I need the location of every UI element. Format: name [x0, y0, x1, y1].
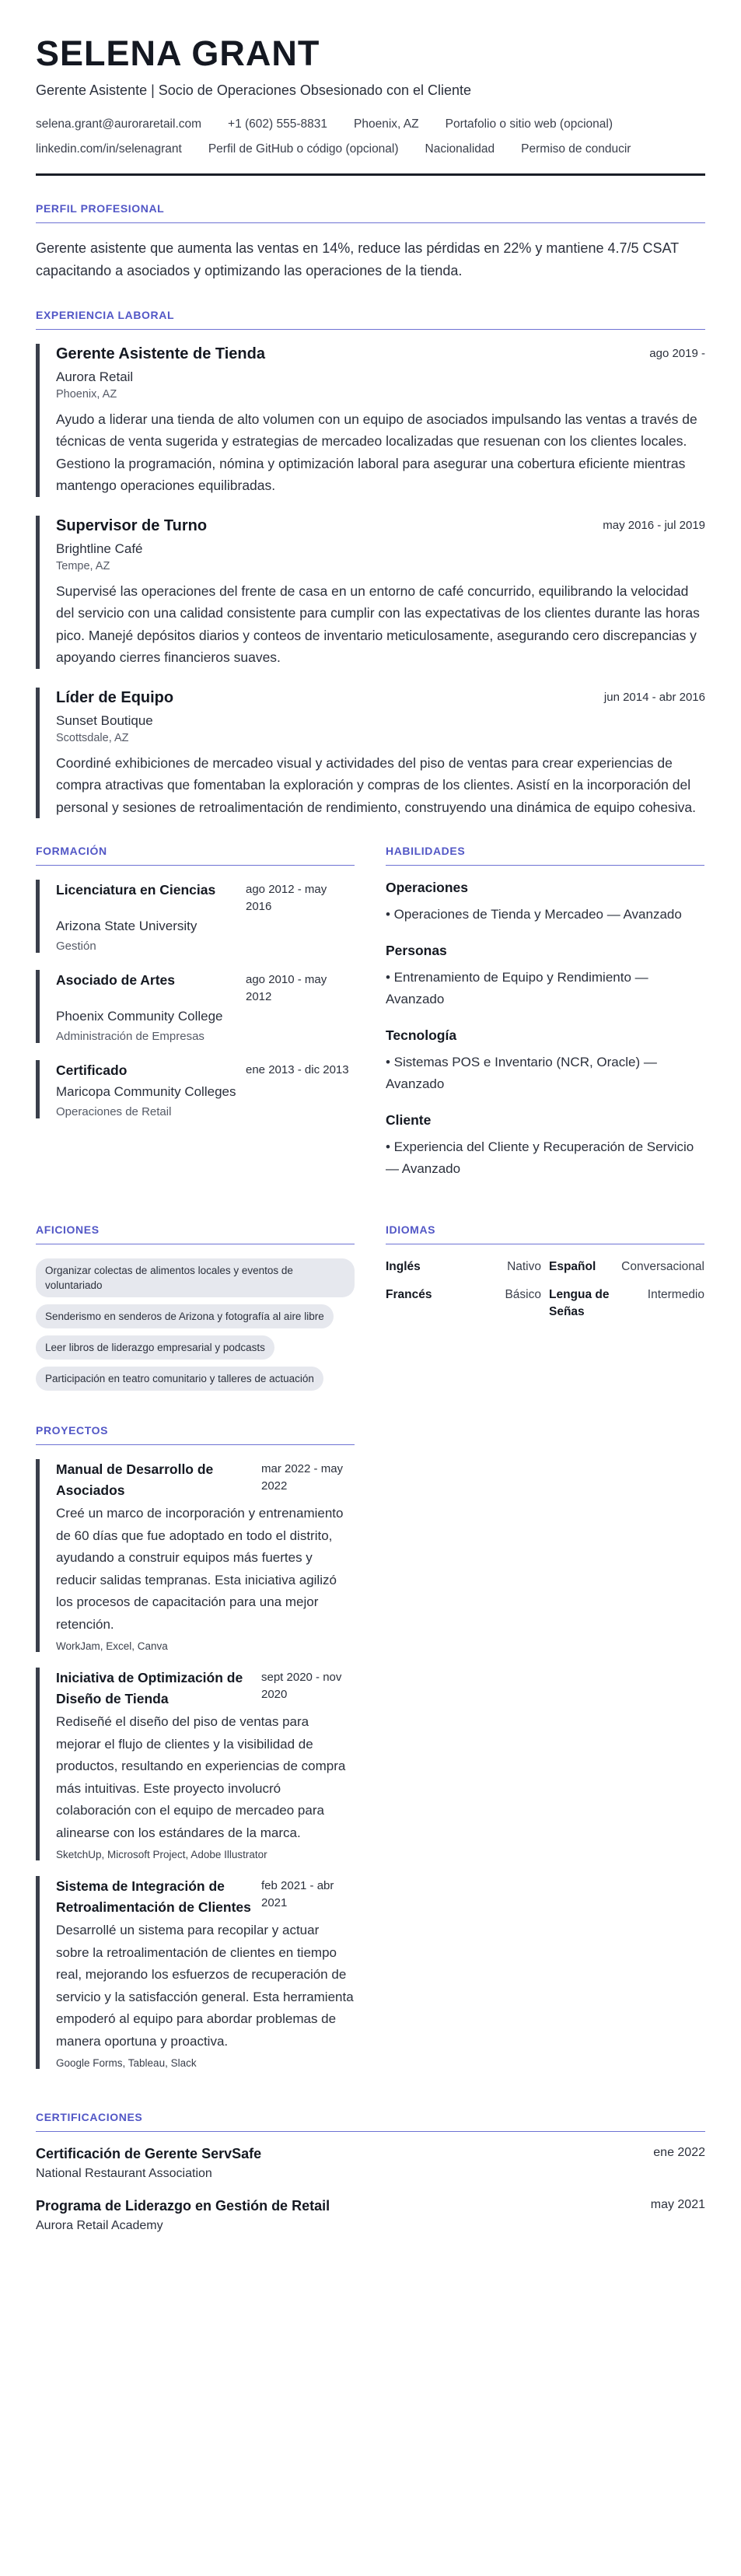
skills-section — [386, 845, 704, 1197]
school-name: Phoenix Community College — [56, 1009, 223, 1024]
skill-category: Cliente — [386, 1112, 432, 1128]
skill-group — [386, 943, 704, 1010]
certification-issuer: National Restaurant Association — [36, 2167, 212, 2180]
skill-category: Personas — [386, 943, 447, 958]
experience-item — [36, 516, 705, 669]
contact-email[interactable]: selena.grant@auroraretail.com — [36, 117, 202, 131]
language-item — [386, 1258, 541, 1276]
degree-name: Licenciatura en Ciencias — [56, 882, 216, 898]
field-of-study: Operaciones de Retail — [56, 1105, 172, 1118]
certification-name: Programa de Liderazgo en Gestión de Retail — [36, 2198, 330, 2214]
project-tools: SketchUp, Microsoft Project, Adobe Illustrator — [56, 1849, 267, 1860]
experience-item — [36, 688, 705, 819]
skill-entry: • Experiencia del Cliente y Recuperación de Servicio — Avanzado — [386, 1139, 694, 1176]
job-location: Phoenix, AZ — [56, 387, 117, 401]
company-name: Aurora Retail — [56, 369, 134, 384]
language-name: Francés — [386, 1288, 432, 1301]
section-title: AFICIONES — [36, 1223, 355, 1244]
school-name: Arizona State University — [56, 919, 197, 933]
education-date: ene 2013 - dic 2013 — [246, 1063, 349, 1076]
job-title: Supervisor de Turno — [56, 516, 208, 534]
project-title: Sistema de Integración de Retroalimentación de Clientes — [56, 1878, 251, 1915]
language-name: Inglés — [386, 1260, 421, 1273]
language-name: Español — [549, 1260, 596, 1273]
skill-entry: • Operaciones de Tienda y Mercadeo — Avanzado — [386, 907, 682, 922]
projects-row — [36, 1424, 705, 2084]
education-item — [36, 880, 355, 953]
section-title: PROYECTOS — [36, 1424, 355, 1445]
certification-name: Certificación de Gerente ServSafe — [36, 2146, 262, 2161]
certification-issuer: Aurora Retail Academy — [36, 2219, 163, 2232]
degree-name: Certificado — [56, 1062, 128, 1078]
projects-section — [36, 1424, 355, 2084]
headline: Gerente Asistente | Socio de Operaciones Obsesionado con el Cliente — [36, 82, 472, 98]
certification-date: may 2021 — [650, 2198, 705, 2211]
job-description: Coordiné exhibiciones de mercadeo visual y actividades del piso de ventas para crear experiencias de compra atractivas que fomentaban la exploración y compras de los clientes. Asistí en la incorporación del personal y sesiones de retroalimentación de rendimiento, construyendo una dinámica de equipo cohesiva. — [56, 754, 697, 815]
project-item — [36, 1668, 355, 1860]
project-item — [36, 1876, 355, 2069]
field-of-study: Gestión — [56, 940, 96, 953]
contact-phone[interactable]: +1 (602) 555-8831 — [228, 117, 328, 131]
job-location: Tempe, AZ — [56, 559, 110, 572]
resume-header — [36, 34, 705, 176]
candidate-name: SELENA GRANT — [36, 33, 320, 73]
experience-section — [36, 309, 705, 819]
job-title: Líder de Equipo — [56, 688, 174, 706]
job-title: Gerente Asistente de Tienda — [56, 345, 265, 362]
degree-name: Asociado de Artes — [56, 972, 176, 988]
language-level: Intermedio — [647, 1288, 704, 1301]
project-date: feb 2021 - abr 2021 — [261, 1879, 334, 1909]
certification-date: ene 2022 — [653, 2146, 705, 2159]
project-date: mar 2022 - may 2022 — [261, 1462, 344, 1493]
skill-group — [386, 1027, 704, 1095]
contact-list — [36, 117, 705, 176]
language-level: Básico — [505, 1288, 541, 1301]
company-name: Sunset Boutique — [56, 712, 153, 728]
hobby-tag: Leer libros de liderazgo empresarial y podcasts — [36, 1335, 274, 1360]
skill-category: Operaciones — [386, 880, 469, 895]
project-item — [36, 1459, 355, 1652]
language-item — [386, 1286, 541, 1321]
hobby-tag: Organizar colectas de alimentos locales y eventos de voluntariado — [36, 1258, 355, 1297]
project-date: sept 2020 - nov 2020 — [261, 1671, 342, 1701]
languages-section — [386, 1223, 704, 1398]
hobbies-section — [36, 1223, 355, 1398]
education-section — [36, 845, 355, 1197]
language-level: Conversacional — [621, 1260, 704, 1273]
skill-entry: • Entrenamiento de Equipo y Rendimiento — Avanzado — [386, 970, 648, 1006]
job-date: jun 2014 - abr 2016 — [603, 690, 705, 704]
hobby-tag: Participación en teatro comunitario y talleres de actuación — [36, 1367, 323, 1391]
project-title: Iniciativa de Optimización de Diseño de Tienda — [56, 1670, 243, 1706]
section-title: CERTIFICACIONES — [36, 2111, 705, 2132]
skill-category: Tecnología — [386, 1027, 457, 1043]
section-title: HABILIDADES — [386, 845, 704, 866]
company-name: Brightline Café — [56, 541, 143, 556]
job-description: Supervisé las operaciones del frente de casa en un entorno de café concurrido, equilibrando la velocidad del servicio con una calidad consistente para cumplir con las expectativas de los clientes durante las horas pico. Manejé depósitos diarios y conteos de inventario meticulosamente, asegurando cero discrepancias y apoyando cierres financieros suaves. — [56, 583, 700, 665]
summary-text: Gerente asistente que aumenta las ventas en 14%, reduce las pérdidas en 22% y mantiene 4.7/5 CSAT capacitando a asociados y optimizando las operaciones de la tienda. — [36, 240, 679, 278]
contact-github[interactable]: Perfil de GitHub o código (opcional) — [208, 142, 399, 156]
section-title: FORMACIÓN — [36, 845, 355, 866]
summary-section — [36, 202, 705, 282]
hobbies-languages-row — [36, 1223, 705, 1398]
section-title: IDIOMAS — [386, 1223, 704, 1244]
skill-entry: • Sistemas POS e Inventario (NCR, Oracle) — Avanzado — [386, 1055, 657, 1091]
project-tools: WorkJam, Excel, Canva — [56, 1640, 168, 1652]
contact-location: Phoenix, AZ — [354, 117, 419, 131]
field-of-study: Administración de Empresas — [56, 1030, 204, 1043]
project-description: Creé un marco de incorporación y entrenamiento de 60 días que fue adoptado en todo el distrito, ayudando a construir equipos más fuertes y reducir salidas tempranas. Esta iniciativa agilizó los procesos de capacitación para una mejor retención. — [56, 1506, 344, 1632]
certification-item — [36, 2146, 705, 2181]
experience-item — [36, 344, 705, 497]
contact-nationality: Nacionalidad — [425, 142, 495, 156]
contact-driving-license: Permiso de conducir — [521, 142, 631, 156]
job-date: ago 2019 - — [649, 346, 705, 360]
language-item — [549, 1286, 704, 1321]
project-tools: Google Forms, Tableau, Slack — [56, 2057, 197, 2069]
job-date: may 2016 - jul 2019 — [603, 518, 705, 532]
skill-group — [386, 1112, 704, 1180]
language-name: Lengua de Señas — [549, 1288, 610, 1318]
project-description: Rediseñé el diseño del piso de ventas para mejorar el flujo de clientes y la visibilidad de productos, resultando en experiencias de compra más intuitivas. Este proyecto involucró colaboración con el equipo de mercadeo para alinearse con los estándares de la marca. — [56, 1714, 346, 1840]
education-date: ago 2010 - may 2012 — [246, 973, 327, 1003]
section-title: PERFIL PROFESIONAL — [36, 202, 705, 223]
job-location: Scottsdale, AZ — [56, 731, 129, 744]
skill-group — [386, 880, 704, 926]
contact-portfolio[interactable]: Portafolio o sitio web (opcional) — [445, 117, 613, 131]
certification-item — [36, 2198, 705, 2233]
certifications-section — [36, 2111, 705, 2233]
contact-linkedin[interactable]: linkedin.com/in/selenagrant — [36, 142, 182, 156]
hobby-tag: Senderismo en senderos de Arizona y fotografía al aire libre — [36, 1304, 334, 1328]
section-title: EXPERIENCIA LABORAL — [36, 309, 705, 330]
language-level: Nativo — [507, 1260, 541, 1273]
education-skills-row — [36, 845, 705, 1197]
school-name: Maricopa Community Colleges — [56, 1084, 236, 1099]
education-item — [36, 1060, 355, 1118]
education-date: ago 2012 - may 2016 — [246, 883, 327, 913]
education-item — [36, 970, 355, 1043]
language-item — [549, 1258, 704, 1276]
project-title: Manual de Desarrollo de Asociados — [56, 1461, 214, 1498]
project-description: Desarrollé un sistema para recopilar y actuar sobre la retroalimentación de clientes en tiempo real, mejorando los esfuerzos de recuperación de servicio y la satisfacción general. Esta herramienta empoderó al equipo para abordar problemas de manera oportuna y proactiva. — [56, 1923, 354, 2049]
job-description: Ayudo a liderar una tienda de alto volumen con un equipo de asociados impulsando las ventas a través de técnicas de venta sugerida y estrategias de mercadeo localizadas que resuenan con los clientes locales. Gestiono la programación, nómina y optimización laboral para asegurar una cobertura eficiente mientras mantengo operaciones equilibradas. — [56, 411, 697, 493]
